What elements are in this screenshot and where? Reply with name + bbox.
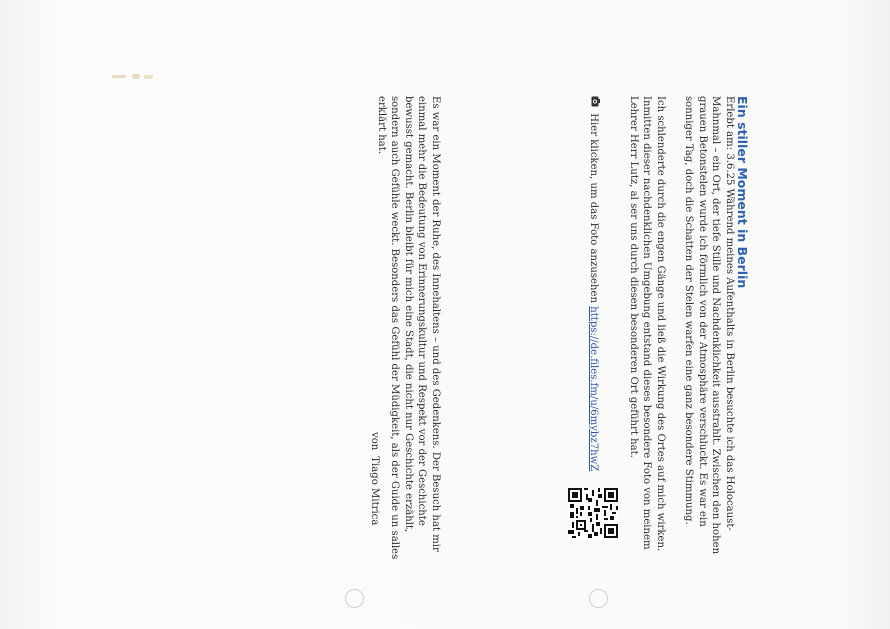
punch-hole-right <box>589 589 608 608</box>
qr-code[interactable] <box>568 488 618 538</box>
rotated-document <box>369 96 750 560</box>
paper-stain <box>112 74 156 80</box>
author-prefix: von <box>369 432 380 451</box>
photo-link-row <box>588 96 600 471</box>
text-line: Es war ein Moment der Ruhe, des Innehaltens – und des Gedenkens. Der Besuch hat mir <box>430 96 441 552</box>
author-name: Tiago Mitrica <box>369 456 380 526</box>
document-title: Ein stiller Moment in Berlin <box>735 96 750 289</box>
photo-url-link[interactable]: https://de.files.fm/u/6mybz7hwZ <box>588 306 599 472</box>
text-line: erklärt hat. <box>376 96 387 155</box>
text-line: Ich schlenderte durch die engen Gänge und ließ die Wirkung des Ortes auf mich wirken. <box>655 96 666 552</box>
text-line: Lehrer Herr Lutz, al ser uns durch diesen besonderen Ort geführt hat. <box>628 96 639 458</box>
text-line: bewusst gemacht. Berlin bleibt für mich eine Stadt, die nicht nur Geschichte erzählt, <box>403 96 414 533</box>
text-line: Mahnmal – ein Ort, der tiefe Stille und Nachdenklichkeit ausstrahlt. Zwischen den hohen <box>710 96 722 555</box>
visit-paragraph <box>627 96 668 552</box>
punch-hole-left <box>345 589 364 608</box>
text-line: einmal mehr die Bedeutung von Erinnerungskultur und Respekt vor der Geschichte <box>416 96 428 526</box>
text-line: sonniger Tag, doch die Schatten der Stelen warfen eine ganz besondere Stimmung. <box>683 96 695 525</box>
text-line: grauen Betonstelen wurde ich förmlich von der Atmosphäre verschluckt. Es war ein <box>697 96 708 527</box>
camera-icon <box>588 96 600 107</box>
intro-paragraph <box>682 96 736 555</box>
photo-link-text: Hier klicken, um das Foto anzusehen <box>588 113 599 303</box>
text-line: Erlebt am: 3.6.25 Während meines Aufenthalts in Berlin besuchte ich das Holocaust- <box>724 96 735 531</box>
text-line: sondern auch Gefühle weckt. Besonders das Gefühl der Müdigkeit, als der Guide un salles <box>389 96 401 560</box>
author-signature <box>369 432 380 525</box>
closing-paragraph <box>375 96 443 560</box>
text-line: Inmitten dieser nachdenklichen Umgebung entstand dieses besondere Foto von meinem <box>641 96 653 550</box>
